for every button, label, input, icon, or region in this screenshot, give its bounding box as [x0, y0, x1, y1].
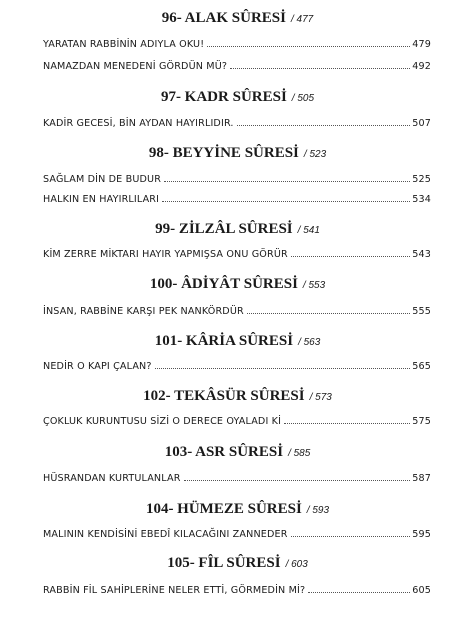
dot-leader: [207, 46, 410, 47]
toc-entry-title: MALININ KENDİSİNİ EBEDÎ KILACAĞINI ZANNEDER: [43, 529, 288, 540]
section-start-page: / 593: [306, 505, 330, 516]
section-start-page: / 541: [297, 225, 320, 236]
section-heading: [0, 9, 475, 29]
toc-entry-page: 555: [412, 306, 431, 317]
toc-entry-page: 595: [412, 529, 431, 540]
toc-entry[interactable]: [43, 415, 431, 429]
toc-entry[interactable]: [43, 305, 431, 319]
dot-leader: [164, 181, 410, 182]
toc-entry-title: YARATAN RABBİNİN ADIYLA OKU!: [43, 39, 205, 50]
dot-leader: [237, 125, 411, 126]
dot-leader: [162, 201, 410, 202]
toc-entry-title: NAMAZDAN MENEDENİ GÖRDÜN MÜ?: [43, 61, 228, 72]
section-start-page: / 477: [290, 14, 314, 25]
section-title: 97- KADR SÛRESİ: [160, 89, 287, 105]
toc-entry[interactable]: [43, 193, 431, 207]
section-heading: [0, 387, 475, 407]
toc-entry-page: 507: [412, 118, 431, 129]
section-heading: [0, 275, 475, 295]
section-heading: [0, 500, 475, 520]
toc-entry-title: KADİR GECESİ, BİN AYDAN HAYIRLIDIR.: [43, 118, 234, 129]
section-heading: [0, 144, 475, 164]
dot-leader: [291, 256, 410, 257]
toc-entry-title: ÇOKLUK KURUNTUSU SİZİ O DERECE OYALADI Kİ: [43, 416, 282, 427]
toc-entry-page: 565: [412, 361, 431, 372]
dot-leader: [230, 68, 410, 69]
toc-entry[interactable]: [43, 248, 431, 262]
section-start-page: / 585: [288, 448, 311, 459]
dot-leader: [247, 313, 410, 314]
section-title: 96- ALAK SÛRESİ: [161, 10, 286, 26]
toc-entry-page: 543: [412, 249, 431, 260]
section-start-page: / 563: [298, 337, 321, 348]
section-title: 98- BEYYİNE SÛRESİ: [148, 145, 299, 161]
toc-entry-page: 534: [412, 194, 431, 205]
dot-leader: [308, 592, 410, 593]
toc-entry-page: 587: [412, 473, 431, 484]
section-heading: [0, 554, 475, 574]
dot-leader: [284, 423, 410, 424]
section-start-page: / 553: [302, 280, 326, 291]
dot-leader: [291, 536, 411, 537]
toc-entry[interactable]: [43, 38, 431, 52]
section-start-page: / 523: [303, 149, 327, 160]
toc-entry[interactable]: [43, 472, 431, 486]
toc-entry[interactable]: [43, 360, 431, 374]
dot-leader: [184, 480, 411, 481]
section-start-page: / 573: [309, 392, 332, 403]
toc-entry-page: 575: [412, 416, 431, 427]
toc-entry-title: İNSAN, RABBİNE KARŞI PEK NANKÖRDÜR: [43, 306, 244, 317]
toc-entry-page: 492: [412, 61, 431, 72]
toc-entry[interactable]: [43, 60, 431, 74]
section-heading: [0, 332, 475, 352]
toc-entry[interactable]: [43, 117, 431, 131]
toc-entry-page: 605: [412, 585, 431, 596]
toc-entry[interactable]: [43, 584, 431, 598]
toc-entry-title: RABBİN FİL SAHİPLERİNE NELER ETTİ, GÖRMEDİN Mİ?: [43, 585, 306, 596]
section-title: 100- ÂDİYÂT SÛRESİ: [149, 276, 298, 292]
section-start-page: / 603: [285, 559, 308, 570]
section-start-page: / 505: [291, 93, 315, 104]
toc-entry-title: KİM ZERRE MİKTARI HAYIR YAPMIŞSA ONU GÖRÜR: [43, 249, 288, 260]
toc-entry[interactable]: [43, 173, 431, 187]
toc-entry-page: 525: [412, 174, 431, 185]
section-heading: [0, 88, 475, 108]
toc-entry-title: HALKIN EN HAYIRLILARI: [43, 194, 160, 205]
section-title: 105- FÎL SÛRESİ: [167, 555, 281, 571]
section-title: 101- KÂRİA SÛRESİ: [154, 333, 294, 349]
section-title: 99- ZİLZÂL SÛRESİ: [155, 221, 293, 237]
toc-entry-title: SAĞLAM DİN DE BUDUR: [43, 174, 162, 185]
section-title: 103- ASR SÛRESİ: [164, 444, 284, 460]
toc-entry-title: HÜSRANDAN KURTULANLAR: [43, 473, 181, 484]
section-heading: [0, 220, 475, 240]
toc-entry-page: 479: [412, 39, 431, 50]
section-title: 102- TEKÂSÜR SÛRESİ: [143, 388, 305, 404]
section-title: 104- HÜMEZE SÛRESİ: [145, 501, 302, 517]
section-heading: [0, 443, 475, 463]
dot-leader: [155, 368, 411, 369]
toc-entry[interactable]: [43, 528, 431, 542]
toc-entry-title: NEDİR O KAPI ÇALAN?: [43, 361, 152, 372]
